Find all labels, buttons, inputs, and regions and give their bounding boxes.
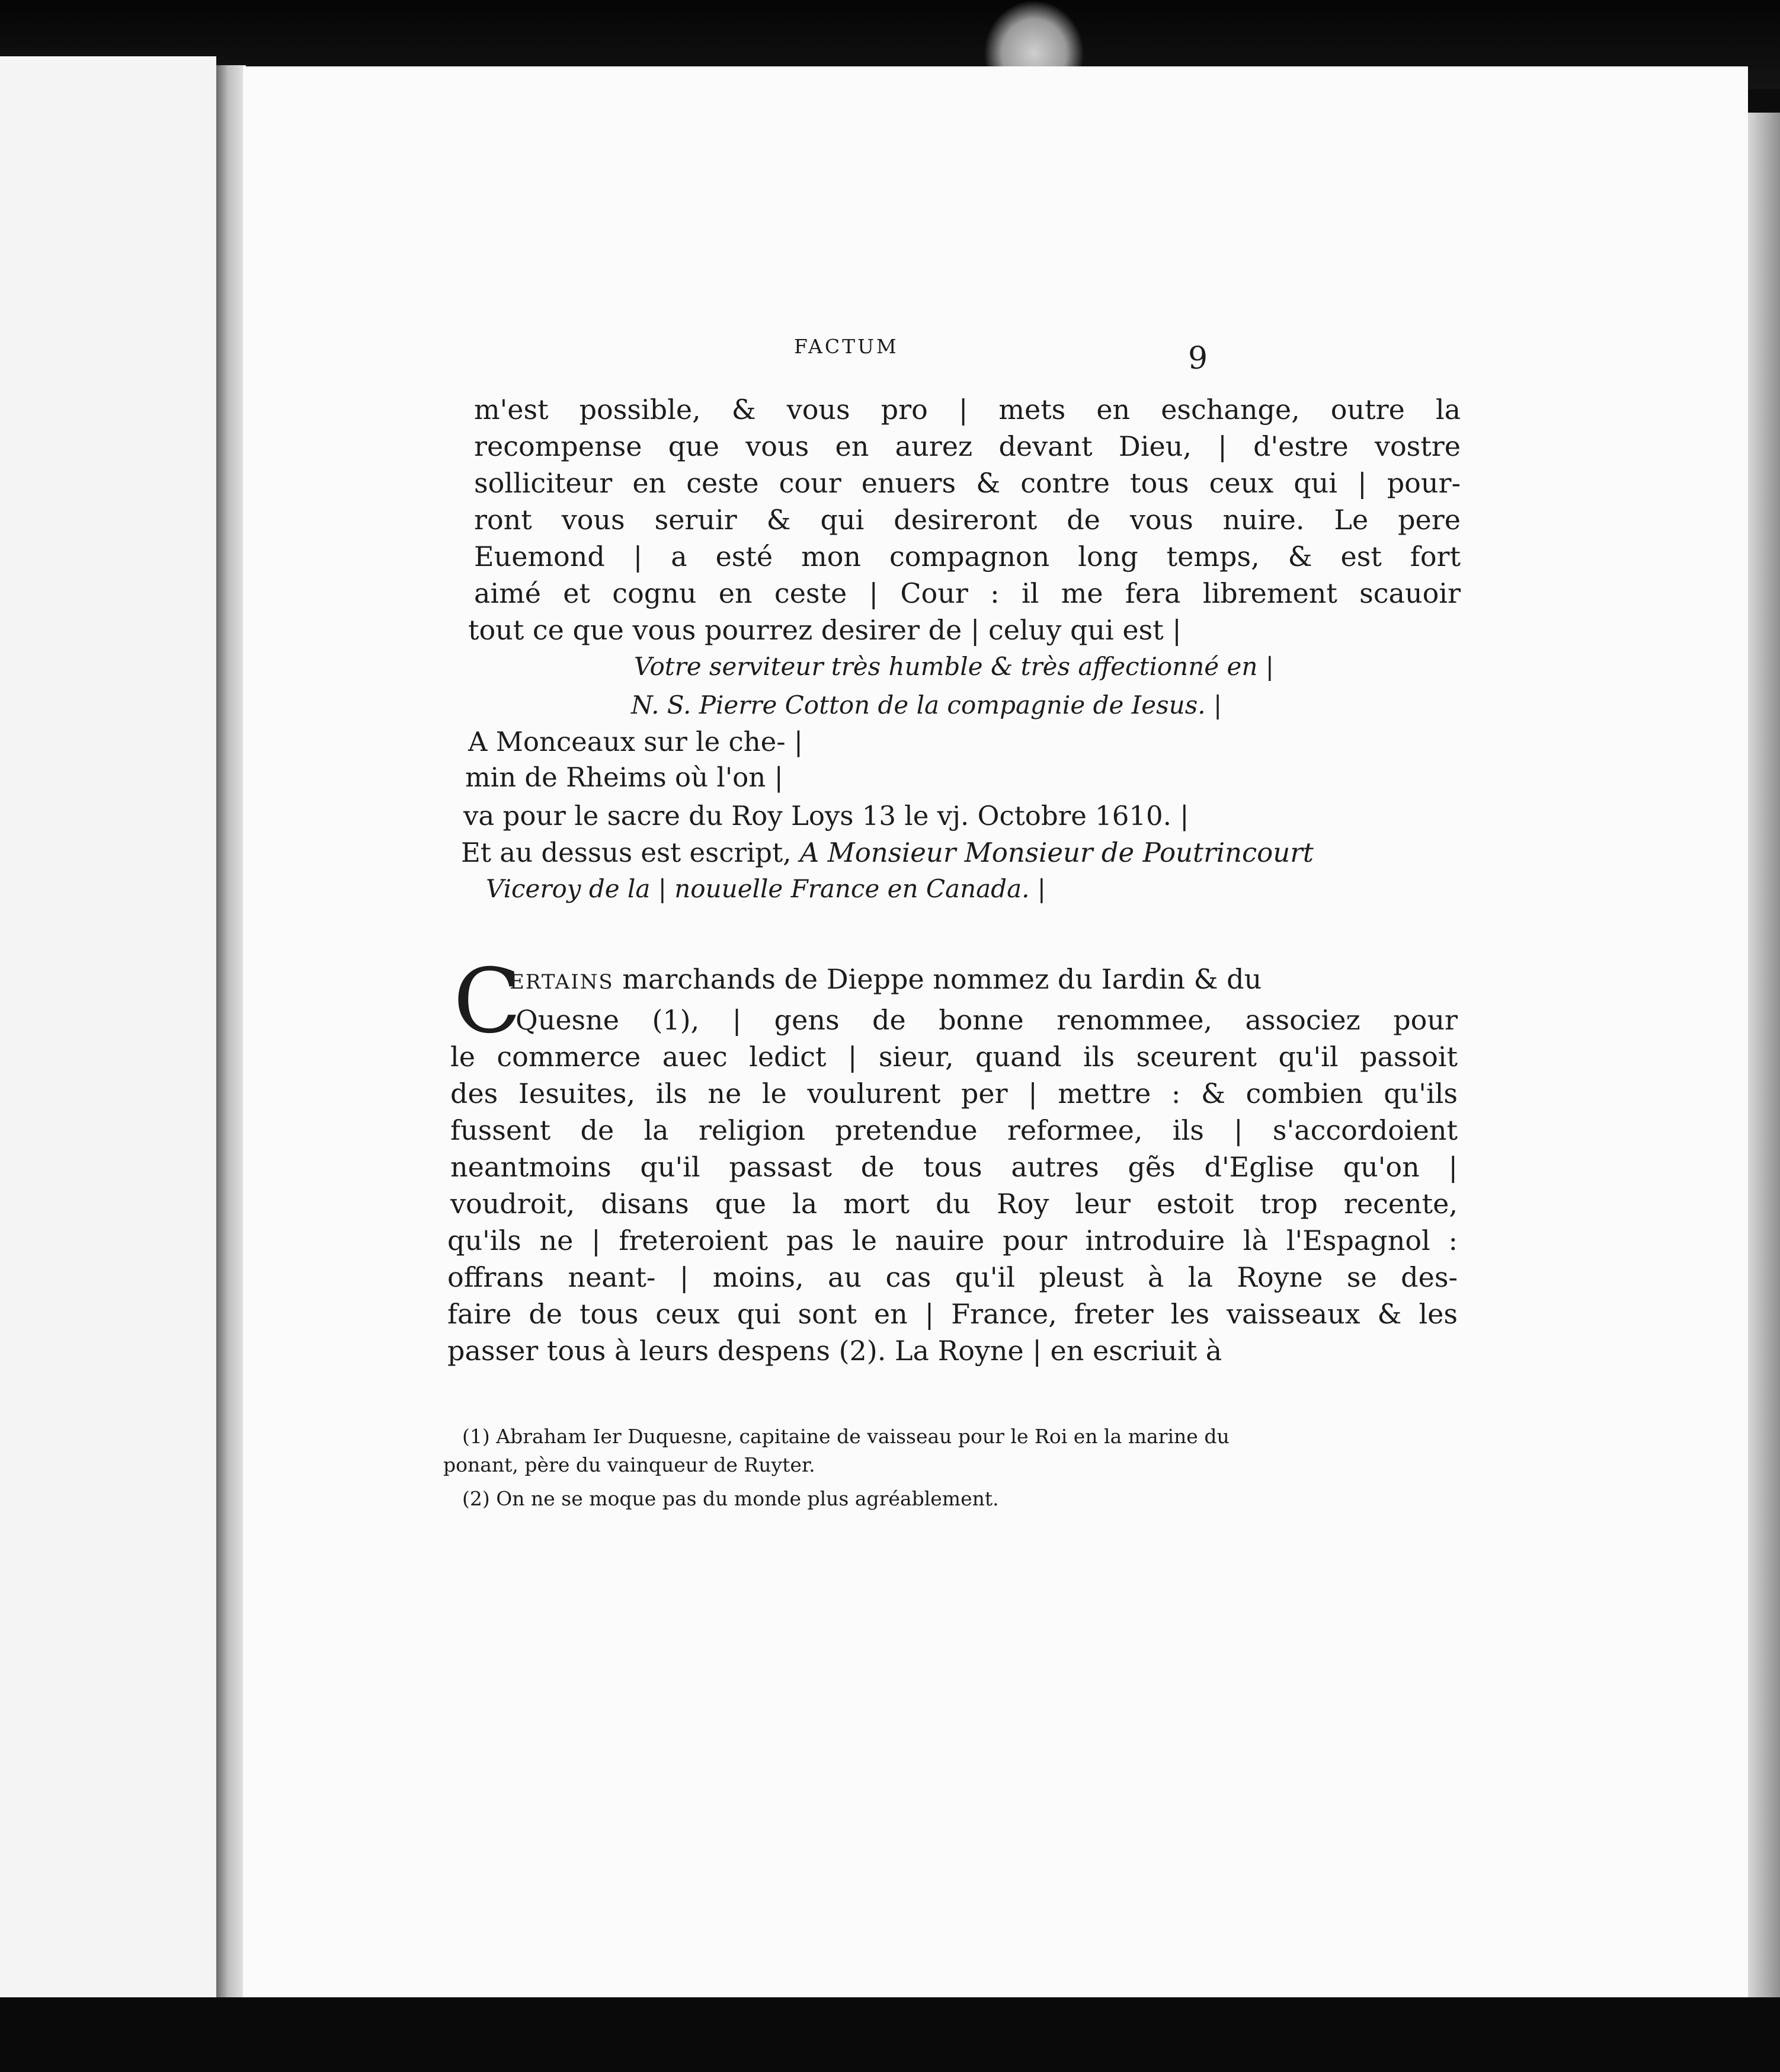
footnote-1-continued: ponant, père du vainqueur de Ruyter. xyxy=(443,1453,815,1476)
page-stack-edge xyxy=(1748,113,1780,1997)
paragraph-line: fussent de la religion pretendue reformee, ils | s'accordoient xyxy=(450,1114,1458,1146)
paragraph-line: le commerce auec ledict | sieur, quand ils sceurent qu'il passoit xyxy=(450,1041,1458,1073)
paragraph-first-line xyxy=(510,963,1458,995)
place-line: A Monceaux sur le che- | xyxy=(468,726,803,757)
paragraph-line: Quesne (1), | gens de bonne renommee, associez pour xyxy=(516,1004,1458,1036)
letter-line: Euemond | a esté mon compagnon long temps, & est fort xyxy=(474,541,1461,573)
paragraph-line: faire de tous ceux qui sont en | France, freter les vaisseaux & les xyxy=(447,1298,1458,1330)
address-line xyxy=(461,837,1314,868)
letter-line: ront vous seruir & qui desireront de vous nuire. Le pere xyxy=(474,504,1461,536)
letter-line: m'est possible, & vous pro | mets en eschange, outre la xyxy=(474,394,1461,426)
first-line-text: marchands de Dieppe nommez du Iardin & du xyxy=(622,963,1262,995)
letter-line: solliciteur en ceste cour enuers & contre tous ceux qui | pour- xyxy=(474,467,1461,499)
paragraph-line: voudroit, disans que la mort du Roy leur estoit trop recente, xyxy=(450,1188,1458,1220)
drop-cap: C xyxy=(453,950,521,1053)
letter-line: recompense que vous en aurez devant Dieu, | d'estre vostre xyxy=(474,430,1461,462)
scanner-frame-bottom xyxy=(0,1997,1780,2072)
first-word-smallcaps: ERTAINS xyxy=(510,970,614,994)
paragraph-line: offrans neant- | moins, au cas qu'il pleust à la Royne se des- xyxy=(447,1261,1458,1293)
signature-line: Votre serviteur très humble & très affectionné en | xyxy=(634,652,1274,681)
place-line: min de Rheims où l'on | xyxy=(465,762,783,793)
signature-line: N. S. Pierre Cotton de la compagnie de Iesus. | xyxy=(631,690,1222,720)
previous-page-edge xyxy=(0,56,216,2000)
address-line: Viceroy de la | nouuelle France en Canada. | xyxy=(486,874,1046,903)
place-line: va pour le sacre du Roy Loys 13 le vj. Octobre 1610. | xyxy=(463,800,1189,832)
paragraph-line: qu'ils ne | freteroient pas le nauire pour introduire là l'Espagnol : xyxy=(447,1224,1458,1256)
running-head: FACTUM xyxy=(794,335,899,358)
book-gutter xyxy=(216,65,246,1997)
page-number: 9 xyxy=(1188,341,1208,376)
paragraph-line: neantmoins qu'il passast de tous autres gẽs d'Eglise qu'on | xyxy=(450,1151,1458,1183)
address-italic: A Monsieur Monsieur de Poutrincourt xyxy=(799,837,1314,868)
address-roman: Et au dessus est escript, xyxy=(461,837,792,868)
footnote-2: (2) On ne se moque pas du monde plus agréablement. xyxy=(462,1487,999,1510)
paragraph-line: passer tous à leurs despens (2). La Royne | en escriuit à xyxy=(447,1335,1222,1367)
letter-line: aimé et cognu en ceste | Cour : il me fera librement scauoir xyxy=(474,577,1461,609)
footnote-1: (1) Abraham Ier Duquesne, capitaine de vaisseau pour le Roi en la marine du xyxy=(462,1425,1230,1448)
paragraph-line: des Iesuites, ils ne le voulurent per | mettre : & combien qu'ils xyxy=(450,1077,1458,1109)
letter-line: tout ce que vous pourrez desirer de | celuy qui est | xyxy=(468,614,1182,646)
